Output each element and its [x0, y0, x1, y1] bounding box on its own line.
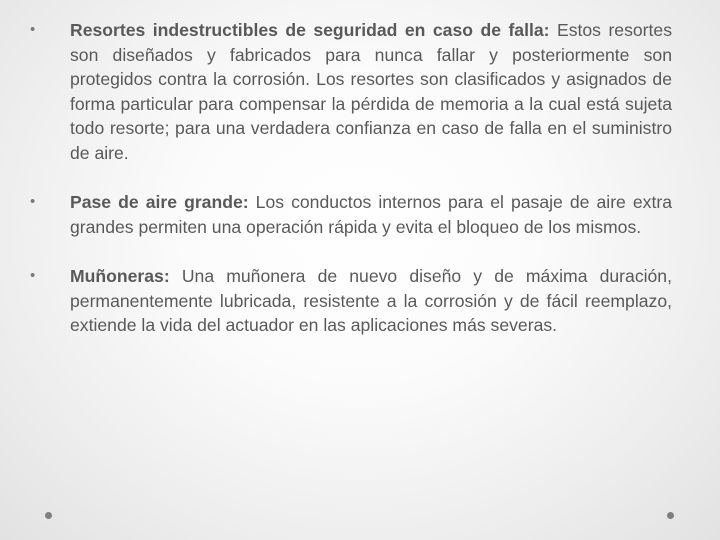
bullet-text: Una muñonera de nuevo diseño y de máxima duración, permanentemente lubricada, resistente a la corrosión y de fácil reemplazo, extiende la vida del actuador en las aplicaciones más severas.	[70, 266, 672, 335]
bullet-lead: Muñoneras:	[70, 266, 170, 286]
corner-dot-left	[45, 512, 52, 519]
bullet-item-resortes	[30, 18, 672, 165]
bullet-item-munoneras	[30, 264, 672, 338]
bullet-text: Estos resortes son diseñados y fabricados para nunca fallar y posteriormente son protegidos contra la corrosión. Los resortes son clasificados y asignados de forma particular para compensar la pérdida de memoria a la cual está sujeta todo resorte; para una verdadera confianza en caso de falla en el suministro de aire.	[70, 20, 672, 163]
bullet-dot: •	[30, 21, 36, 38]
bullet-dot: •	[30, 193, 36, 210]
bullet-item-pase-de-aire	[30, 190, 672, 239]
bullet-list	[30, 18, 672, 363]
corner-dot-right	[667, 512, 674, 519]
bullet-lead: Resortes indestructibles de seguridad en caso de falla:	[70, 20, 550, 40]
bullet-lead: Pase de aire grande:	[70, 192, 249, 212]
bullet-text: Los conductos internos para el pasaje de aire extra grandes permiten una operación rápida y evita el bloqueo de los mismos.	[70, 192, 673, 237]
bullet-dot: •	[30, 267, 36, 284]
